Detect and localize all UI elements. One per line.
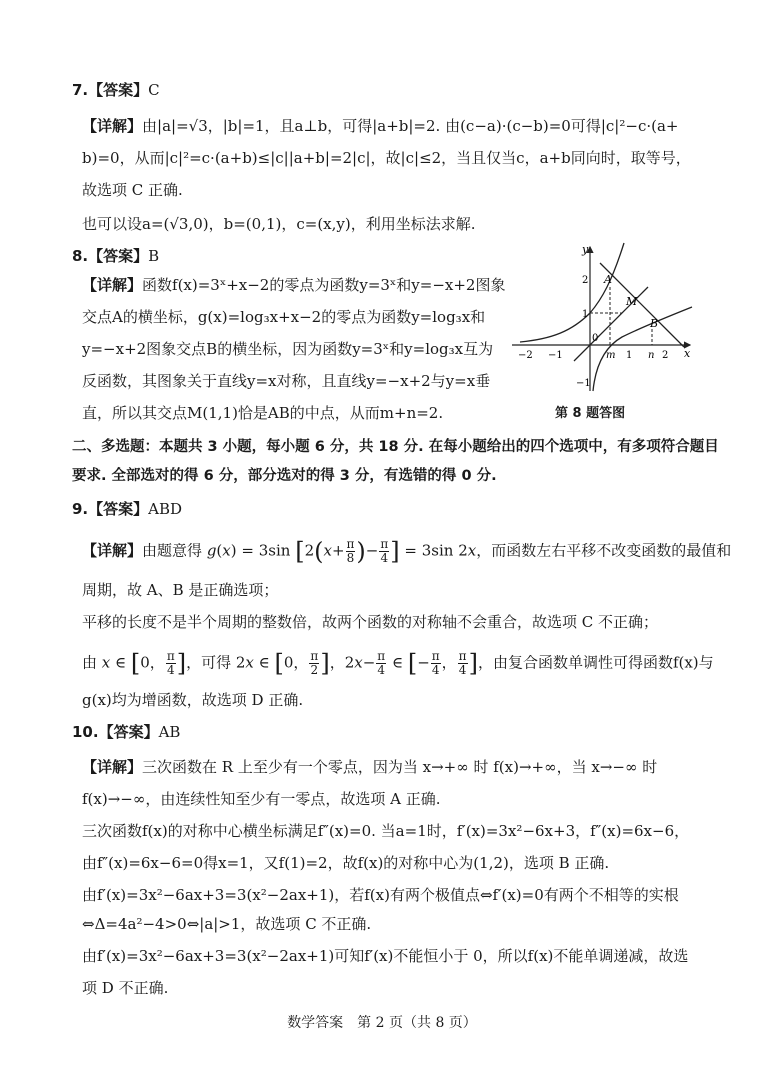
q8-function-graph: [512, 241, 694, 397]
page-footer: 数学答案 第 2 页（共 8 页）: [287, 1015, 477, 1031]
label-y: y: [582, 243, 589, 256]
q9-detail-line3: 平移的长度不是半个周期的整数倍，故两个函数的对称轴不会重合，故选项 C 不正确；: [82, 613, 659, 631]
q9-detail-line2: 周期，故 A、B 是正确选项；: [82, 581, 279, 599]
q10-heading: 10.【答案】AB: [72, 723, 181, 741]
label-m: m: [606, 350, 616, 361]
q8-heading: 8.【答案】B: [72, 247, 160, 265]
line-y-eq-neg-x-plus-2: [600, 263, 684, 347]
tick-neg2: −2: [518, 350, 533, 361]
label-origin: 0: [592, 333, 599, 344]
label-n: n: [648, 350, 655, 361]
q10-detail-line8: 项 D 不正确.: [82, 979, 169, 997]
tick-neg1: −1: [548, 350, 563, 361]
q7-detail-line3: 故选项 C 正确.: [82, 181, 183, 199]
q10-detail-line4: 由f″(x)=6x−6=0得x=1，又f(1)=2，故f(x)的对称中心为(1,2)，选项 B 正确.: [82, 854, 610, 872]
q7-heading: 7.【答案】C: [72, 81, 160, 99]
q9-heading: 9.【答案】ABD: [72, 500, 183, 518]
q10-detail-line6: ⇔Δ=4a²−4>0⇔|a|>1，故选项 C 不正确.: [82, 915, 372, 933]
tick-x1: 1: [626, 350, 633, 361]
label-B: B: [650, 317, 659, 330]
q9-detail-line1: 【详解】由题意得 g(x) = 3sin [2(x+ $\frac{\pi}{8}$ )− $\frac{\pi}{4}$ ] = 3sin 2x，而函数左右平移不改变函数的最值和: [82, 537, 732, 566]
section2-line1: 二、多选题：本题共 3 小题，每小题 6 分，共 18 分. 在每小题给出的四个选项中，有多项符合题目: [72, 439, 719, 455]
q10-detail-line5: 由f′(x)=3x²−6ax+3=3(x²−2ax+1)，若f(x)有两个极值点⇔f′(x)=0有两个不相等的实根: [82, 886, 679, 904]
tick-y2: 2: [582, 275, 589, 286]
q7-detail-line2: b)=0，从而|c|²=c·(a+b)≤|c||a+b|=2|c|，故|c|≤2，当且仅当c，a+b同向时，取等号，: [82, 149, 691, 167]
q8-detail-line2: 交点A的横坐标，g(x)=log₃x+x−2的零点为函数y=log₃x和: [82, 308, 486, 326]
q7-detail-line1: 【详解】由|a|=√3，|b|=1，且a⊥b，可得|a+b|=2. 由(c−a)·(c−b)=0可得|c|²−c·(a+: [82, 117, 679, 135]
q9-detail-line5: g(x)均为增函数，故选项 D 正确.: [82, 691, 304, 709]
label-A: A: [604, 273, 612, 286]
tick-y1: 1: [582, 309, 589, 320]
label-x: x: [684, 347, 691, 360]
q7-detail-line4: 也可以设a=(√3,0)，b=(0,1)，c=(x,y)，利用坐标法求解.: [82, 215, 476, 233]
tick-yneg1: −1: [576, 378, 591, 389]
q8-detail-line5: 直，所以其交点M(1,1)恰是AB的中点，从而m+n=2.: [82, 404, 444, 422]
section2-line2: 要求. 全部选对的得 6 分，部分选对的得 3 分，有选错的得 0 分.: [72, 468, 497, 484]
q10-detail-line7: 由f′(x)=3x²−6ax+3=3(x²−2ax+1)可知f′(x)不能恒小于 0，所以f(x)不能单调递减，故选: [82, 947, 689, 965]
q8-figure-caption: 第 8 题答图: [555, 406, 626, 421]
curve-log3-x: [593, 307, 692, 391]
q9-detail-line4: 由 x ∈ [0， $\frac{\pi}{4}$ ]，可得 2x ∈ [0， $\frac{\pi}{2}$ ]，2x− $\frac{\pi}{4}$ ∈ [− $\frac{\pi}{4}$ ， $\frac{\pi}{4}$ ]，由复合函数单调性可得函数f(x)与: [82, 649, 714, 678]
q8-detail-line3: y=−x+2图象交点B的横坐标，因为函数y=3ˣ和y=log₃x互为: [82, 340, 494, 358]
q8-detail-line4: 反函数，其图象关于直线y=x对称，且直线y=−x+2与y=x垂: [82, 372, 491, 390]
tick-x2: 2: [662, 350, 669, 361]
q10-detail-line2: f(x)→−∞，由连续性知至少有一零点，故选项 A 正确.: [82, 790, 441, 808]
q10-detail-line3: 三次函数f(x)的对称中心横坐标满足f″(x)=0. 当a=1时，f′(x)=3x²−6x+3，f″(x)=6x−6，: [82, 822, 690, 840]
label-M: M: [626, 295, 638, 308]
q8-detail-line1: 【详解】函数f(x)=3ˣ+x−2的零点为函数y=3ˣ和y=−x+2图象: [82, 276, 506, 294]
q10-detail-line1: 【详解】三次函数在 R 上至少有一个零点，因为当 x→+∞ 时 f(x)→+∞，当 x→−∞ 时: [82, 758, 658, 776]
